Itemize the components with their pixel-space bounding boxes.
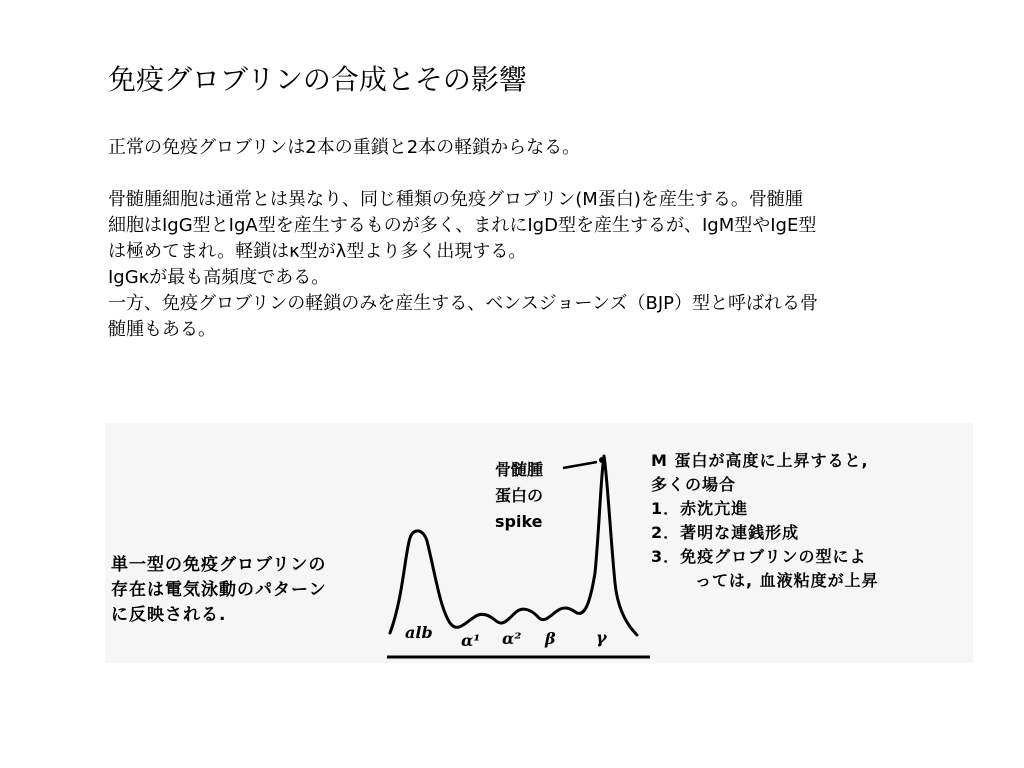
- right-note-item3-line2: っては, 血液粘度が上昇: [695, 571, 879, 590]
- spike-label-line2: 蛋白の: [495, 486, 544, 505]
- spike-pointer-arrow: [563, 462, 597, 468]
- paragraph-myeloma-line1: 骨髄腫細胞は通常とは異なり、同じ種類の免疫グロブリン(M蛋白)を産生する。骨髄腫: [108, 189, 803, 210]
- left-caption-line1: 単一型の免疫グロブリンの: [111, 555, 327, 575]
- left-caption-line2: 存在は電気泳動のパターン: [111, 580, 327, 600]
- paragraph-bjp-line1: 一方、免疫グロブリンの軽鎖のみを産生する、ベンスジョーンズ（BJP）型と呼ばれる骨: [108, 293, 818, 314]
- peak-label-alpha1: α¹: [461, 631, 481, 650]
- peak-label-alb: alb: [405, 623, 433, 642]
- right-note-item3-line1: 3．免疫グロブリンの型によ: [651, 547, 867, 566]
- figure-left-caption: [111, 553, 327, 628]
- electrophoresis-figure: [105, 423, 973, 663]
- right-note-heading-line1: M 蛋白が高度に上昇すると,: [651, 451, 869, 470]
- right-note-item2: 2．著明な連銭形成: [651, 523, 800, 542]
- body-text: [108, 135, 928, 343]
- paragraph-structure: 正常の免疫グロブリンは2本の重鎖と2本の軽鎖からなる。: [108, 137, 581, 158]
- spike-label: [495, 457, 543, 535]
- left-caption-line3: に反映される.: [111, 605, 227, 625]
- peak-label-gamma: γ: [596, 628, 607, 647]
- spike-label-line3: spike: [495, 512, 543, 531]
- right-note-heading-line2: 多くの場合: [651, 475, 737, 494]
- spike-label-line1: 骨髄腫: [495, 460, 544, 479]
- paragraph-myeloma-line2: 細胞はIgG型とIgA型を産生するものが多く、まれにIgD型を産生するが、IgM型やIgE型: [108, 215, 817, 236]
- peak-label-beta: β: [545, 629, 556, 648]
- paragraph-bjp-line2: 髄腫もある。: [108, 319, 216, 340]
- peak-label-alpha2: α²: [502, 629, 522, 648]
- paragraph-frequency: IgGκが最も高頻度である。: [108, 267, 330, 288]
- paragraph-myeloma-line3: は極めてまれ。軽鎖はκ型がλ型より多く出現する。: [108, 241, 527, 262]
- right-note-item1: 1．赤沈亢進: [651, 499, 749, 518]
- figure-right-note: [651, 449, 879, 593]
- slide-title: 免疫グロブリンの合成とその影響: [108, 63, 527, 96]
